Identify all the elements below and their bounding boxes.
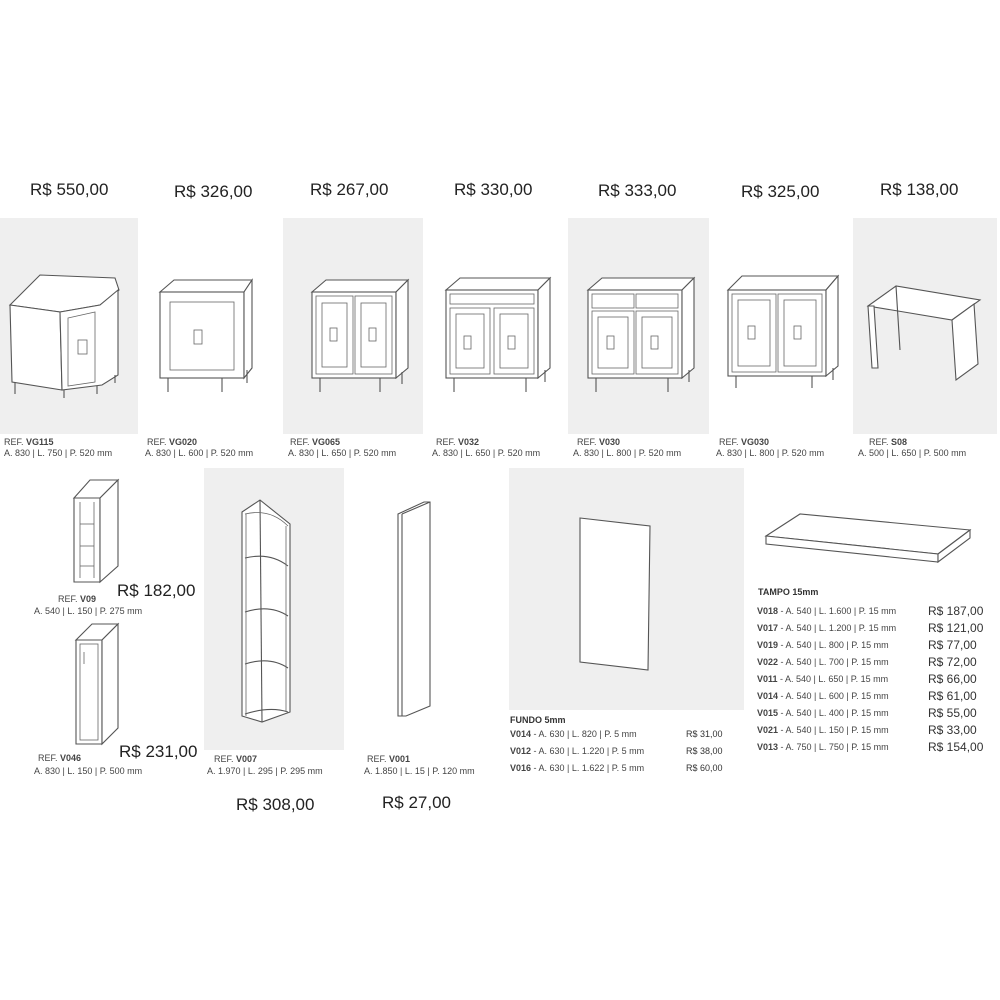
top-board-tampo-drawing [0, 0, 1, 1]
row-code: V016 [510, 763, 532, 773]
price-v046: R$ 231,00 [119, 742, 198, 761]
ref-prefix: REF. [58, 594, 78, 604]
price-vg115: R$ 550,00 [30, 180, 109, 199]
row-price: R$ 187,00 [928, 604, 984, 618]
row-price: R$ 77,00 [928, 638, 977, 652]
ref-prefix: REF. [367, 754, 387, 764]
row-code: V013 [757, 742, 779, 752]
price-vg065: R$ 267,00 [310, 180, 389, 199]
fundo-row [510, 760, 723, 777]
fundo-title: FUNDO 5mm [510, 715, 566, 725]
product-label-v001 [367, 754, 410, 765]
row-dims: - A. 540 | L. 150 | P. 15 mm [778, 725, 889, 735]
product-dimensions-v09: A. 540 | L. 150 | P. 275 mm [34, 606, 143, 616]
product-dimensions-v001: A. 1.850 | L. 15 | P. 120 mm [364, 766, 475, 776]
row-dims: - A. 540 | L. 1.200 | P. 15 mm [778, 623, 897, 633]
tampo-row [757, 739, 984, 756]
row-dims: - A. 540 | L. 700 | P. 15 mm [778, 657, 889, 667]
price-v007: R$ 308,00 [236, 795, 315, 814]
price-s08: R$ 138,00 [880, 180, 959, 199]
row-price: R$ 154,00 [928, 740, 984, 754]
product-code: VG020 [169, 437, 198, 447]
product-code: V001 [389, 754, 411, 764]
ref-prefix: REF. [38, 753, 58, 763]
row-price: R$ 38,00 [686, 746, 723, 756]
product-label-v007 [214, 754, 257, 765]
row-dims: - A. 540 | L. 600 | P. 15 mm [778, 691, 889, 701]
product-label-vg115 [4, 437, 112, 459]
row-code: V018 [757, 606, 779, 616]
ref-prefix: REF. [577, 437, 597, 447]
price-v032: R$ 330,00 [454, 180, 533, 199]
tampo-row [757, 603, 984, 620]
product-code: VG030 [741, 437, 770, 447]
row-dims: - A. 540 | L. 800 | P. 15 mm [778, 640, 889, 650]
row-code: V014 [510, 729, 532, 739]
price-v09: R$ 182,00 [117, 581, 196, 600]
row-dims: - A. 540 | L. 400 | P. 15 mm [778, 708, 889, 718]
tampo-row [757, 722, 977, 739]
row-price: R$ 66,00 [928, 672, 977, 686]
product-code: V007 [236, 754, 258, 764]
ref-prefix: REF. [436, 437, 456, 447]
ref-prefix: REF. [4, 437, 24, 447]
tampo-row [757, 620, 984, 637]
product-dimensions: A. 830 | L. 650 | P. 520 mm [288, 448, 397, 458]
product-label-vg020 [147, 437, 253, 459]
ref-prefix: REF. [214, 754, 234, 764]
row-price: R$ 33,00 [928, 723, 977, 737]
price-vg020: R$ 326,00 [174, 182, 253, 201]
ref-prefix: REF. [719, 437, 739, 447]
tampo-title: TAMPO 15mm [758, 587, 819, 597]
product-label-v046 [38, 753, 81, 764]
product-dimensions: A. 500 | L. 650 | P. 500 mm [858, 448, 967, 458]
product-code: V09 [80, 594, 97, 604]
product-code: VG115 [26, 437, 54, 447]
product-label-vg030 [716, 437, 825, 459]
row-dims: - A. 540 | L. 650 | P. 15 mm [777, 674, 889, 684]
product-dimensions-v046: A. 830 | L. 150 | P. 500 mm [34, 766, 143, 776]
tampo-row [757, 688, 977, 705]
product-code: VG065 [312, 437, 341, 447]
row-price: R$ 55,00 [928, 706, 977, 720]
tampo-row [757, 637, 977, 654]
row-dims: - A. 540 | L. 1.600 | P. 15 mm [778, 606, 897, 616]
product-label-s08 [858, 437, 967, 459]
price-vg030: R$ 325,00 [741, 182, 820, 201]
row-price: R$ 72,00 [928, 655, 977, 669]
product-label-v09 [58, 594, 96, 605]
product-dimensions: A. 830 | L. 750 | P. 520 mm [4, 448, 113, 458]
tampo-row [757, 705, 977, 722]
product-dimensions-v007: A. 1.970 | L. 295 | P. 295 mm [207, 766, 323, 776]
price-v001: R$ 27,00 [382, 793, 451, 812]
ref-prefix: REF. [290, 437, 310, 447]
row-dims: - A. 750 | L. 750 | P. 15 mm [778, 742, 889, 752]
row-dims: - A. 630 | L. 1.622 | P. 5 mm [531, 763, 645, 773]
tampo-row [757, 671, 977, 688]
product-label-v032 [432, 437, 541, 459]
row-dims: - A. 630 | L. 820 | P. 5 mm [531, 729, 637, 739]
row-price: R$ 60,00 [686, 763, 723, 773]
row-code: V012 [510, 746, 532, 756]
row-code: V022 [757, 657, 779, 667]
price-v030: R$ 333,00 [598, 181, 677, 200]
row-code: V015 [757, 708, 779, 718]
row-code: V011 [757, 674, 778, 684]
product-code: V030 [599, 437, 621, 447]
product-label-vg065 [290, 437, 396, 459]
product-code: V046 [60, 753, 82, 763]
row-code: V021 [757, 725, 779, 735]
ref-prefix: REF. [869, 437, 889, 447]
row-price: R$ 61,00 [928, 689, 977, 703]
product-dimensions: A. 830 | L. 650 | P. 520 mm [432, 448, 541, 458]
row-price: R$ 121,00 [928, 621, 984, 635]
product-code: S08 [891, 437, 908, 447]
ref-prefix: REF. [147, 437, 167, 447]
product-dimensions: A. 830 | L. 800 | P. 520 mm [716, 448, 825, 458]
fundo-row [510, 743, 723, 760]
row-price: R$ 31,00 [686, 729, 723, 739]
row-code: V017 [757, 623, 779, 633]
row-code: V019 [757, 640, 779, 650]
tampo-row [757, 654, 977, 671]
product-label-v030 [573, 437, 682, 459]
fundo-row [510, 726, 723, 743]
product-code: V032 [458, 437, 480, 447]
row-dims: - A. 630 | L. 1.220 | P. 5 mm [531, 746, 645, 756]
row-code: V014 [757, 691, 779, 701]
product-dimensions: A. 830 | L. 600 | P. 520 mm [145, 448, 254, 458]
product-dimensions: A. 830 | L. 800 | P. 520 mm [573, 448, 682, 458]
